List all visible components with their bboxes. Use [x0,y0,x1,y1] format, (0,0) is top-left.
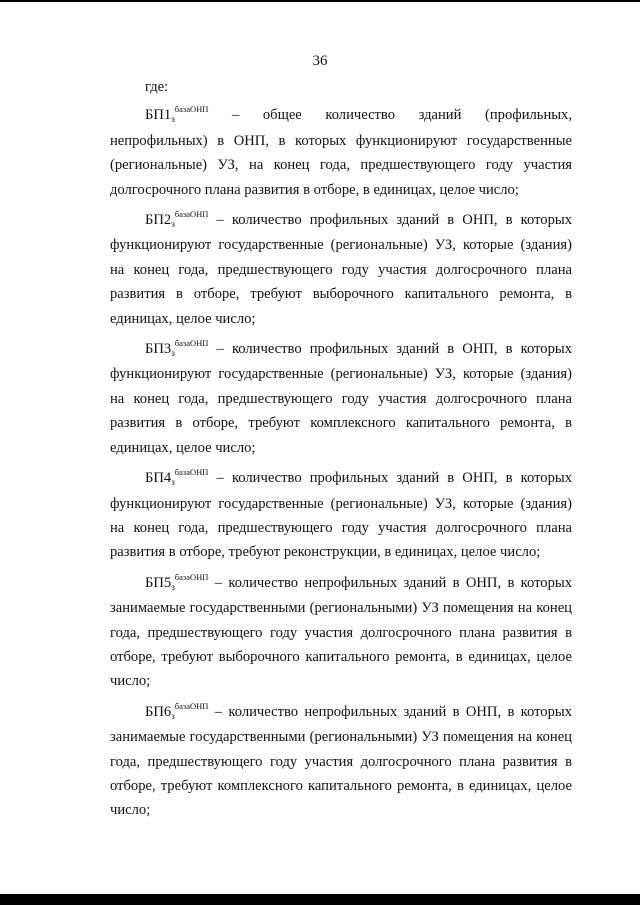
scan-top-edge [0,0,640,2]
definition-text: – количество профильных зданий в ОНП, в которых функционируют государственные (региональные) УЗ, которые (здания) на конец года, предшествующего году участия долгосрочного плана развития в отборе, требуют комплексного капитального ремонта, в единицах, целое число; [110,341,572,456]
definition-paragraph [110,700,572,823]
superscript: базаОНП [174,338,209,349]
subscript: з [171,219,175,230]
symbol: БП4 [145,470,172,487]
document-body [110,75,572,829]
definition-paragraph [110,466,572,565]
subscript: з [171,114,175,125]
scan-bottom-edge [0,894,640,905]
definition-text: – общее количество зданий (профильных, непрофильных) в ОНП, в которых функционируют государственные (региональные) УЗ, на конец года, предшествующего году участия долгосрочного плана развития в отборе, в единицах, целое число; [110,107,572,198]
subscript: з [171,581,175,592]
subscript: з [171,477,175,488]
symbol: БП6 [145,703,172,720]
symbol: БП1 [145,107,172,124]
symbol: БП5 [145,574,172,591]
superscript: базаОНП [174,104,209,115]
symbol: БП2 [145,212,172,229]
definition-paragraph [110,103,572,202]
definition-paragraph [110,208,572,331]
superscript: базаОНП [174,571,209,582]
definition-text: – количество непрофильных зданий в ОНП, в которых занимаемые государственными (региональными) УЗ помещения на конец года, предшествующего году участия долгосрочного плана развития в отборе, требуют комплексного капитального ремонта, в единицах, целое число; [110,703,572,819]
superscript: базаОНП [174,467,209,478]
symbol: БП3 [145,341,172,358]
page-number: 36 [312,53,328,69]
definition-paragraph [110,571,572,694]
definition-paragraph [110,337,572,460]
definition-text: – количество непрофильных зданий в ОНП, в которых занимаемые государственными (региональными) УЗ помещения на конец года, предшествующего году участия долгосрочного плана развития в отборе, требуют выборочного капитального ремонта, в единицах, целое число; [110,574,572,690]
superscript: базаОНП [174,209,209,220]
where-label: где: [145,79,169,95]
superscript: базаОНП [174,700,209,711]
definition-text: – количество профильных зданий в ОНП, в которых функционируют государственные (региональные) УЗ, которые (здания) на конец года, предшествующего году участия долгосрочного плана развития в отборе, требуют реконструкции, в единицах, целое число; [110,470,572,561]
subscript: з [171,710,175,721]
subscript: з [171,348,175,359]
definition-text: – количество профильных зданий в ОНП, в которых функционируют государственные (региональные) УЗ, которые (здания) на конец года, предшествующего году участия долгосрочного плана развития в отборе, требуют выборочного капитального ремонта, в единицах, целое число; [110,212,572,327]
